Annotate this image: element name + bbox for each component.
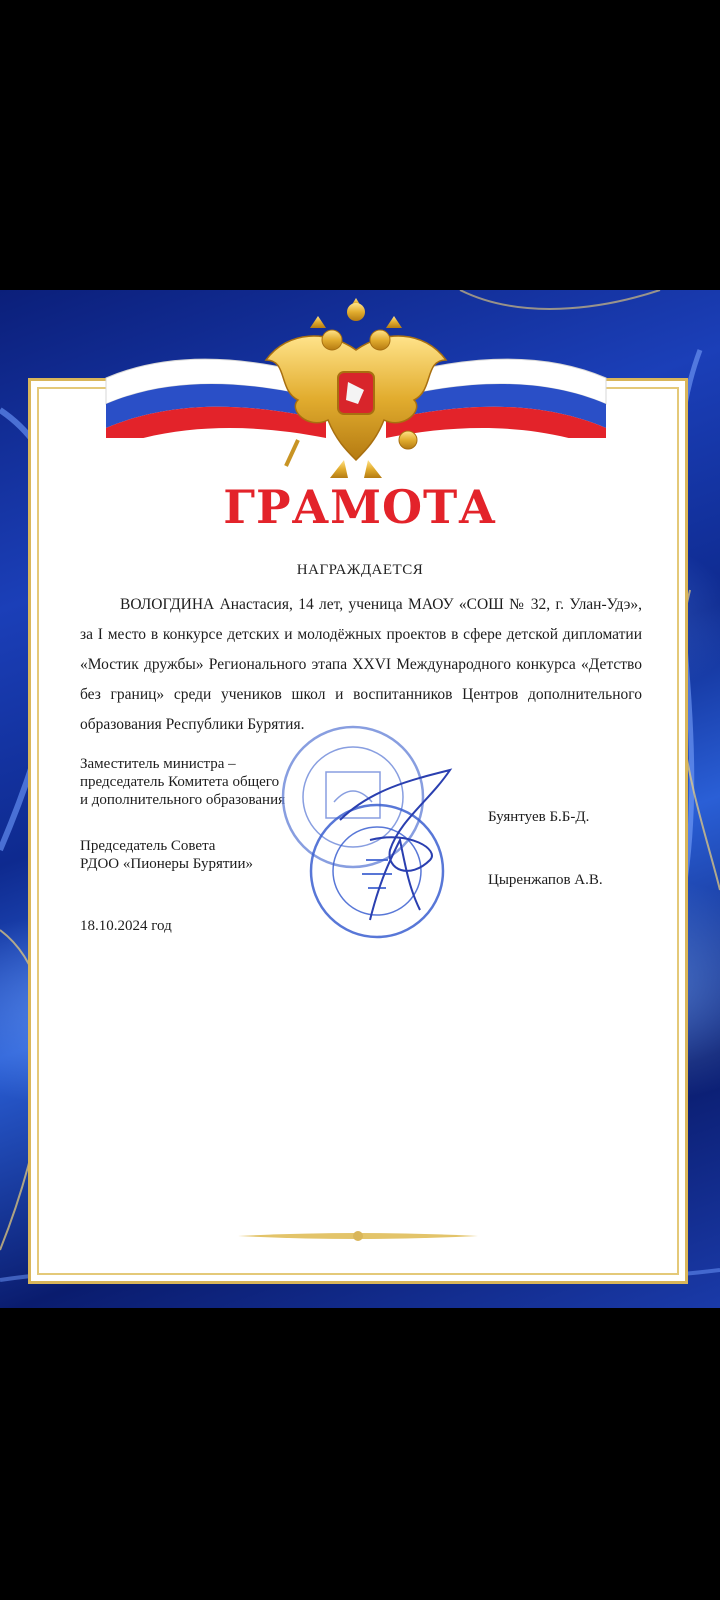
signatory-title-line: РДОО «Пионеры Бурятии»: [80, 856, 253, 872]
signatory-title-line: председатель Комитета общего: [80, 774, 280, 790]
signatory-title-line: и дополнительного образования: [80, 792, 285, 808]
signatory-title-line: Заместитель министра –: [80, 756, 236, 772]
signatory-name-1: Буянтуев Б.Б-Д.: [488, 809, 590, 825]
double-headed-eagle-emblem: [258, 290, 454, 486]
certificate-title: ГРАМОТА: [223, 480, 497, 534]
signatory-title-line: Председатель Совета: [80, 838, 216, 854]
gold-ornament-divider: [238, 1226, 478, 1246]
signatory-name-2: Цыренжапов А.В.: [488, 872, 603, 888]
awarded-label: НАГРАЖДАЕТСЯ: [296, 562, 424, 578]
award-text: ВОЛОГДИНА Анастасия, 14 лет, ученица МАОУ «СОШ № 32, г. Улан-Удэ», за I место в конкурсе детских и молодёжных проектов в сфере детской дипломатии «Мостик дружбы» Регионального этапа XXVI Международного конкурса «Детство без границ» среди учеников школ и воспитанников Центров дополнительного образования Республики Бурятия.: [80, 596, 642, 733]
handwritten-signature: [330, 760, 470, 930]
issue-date: 18.10.2024 год: [80, 918, 172, 934]
certificate-photo: [0, 290, 720, 1308]
